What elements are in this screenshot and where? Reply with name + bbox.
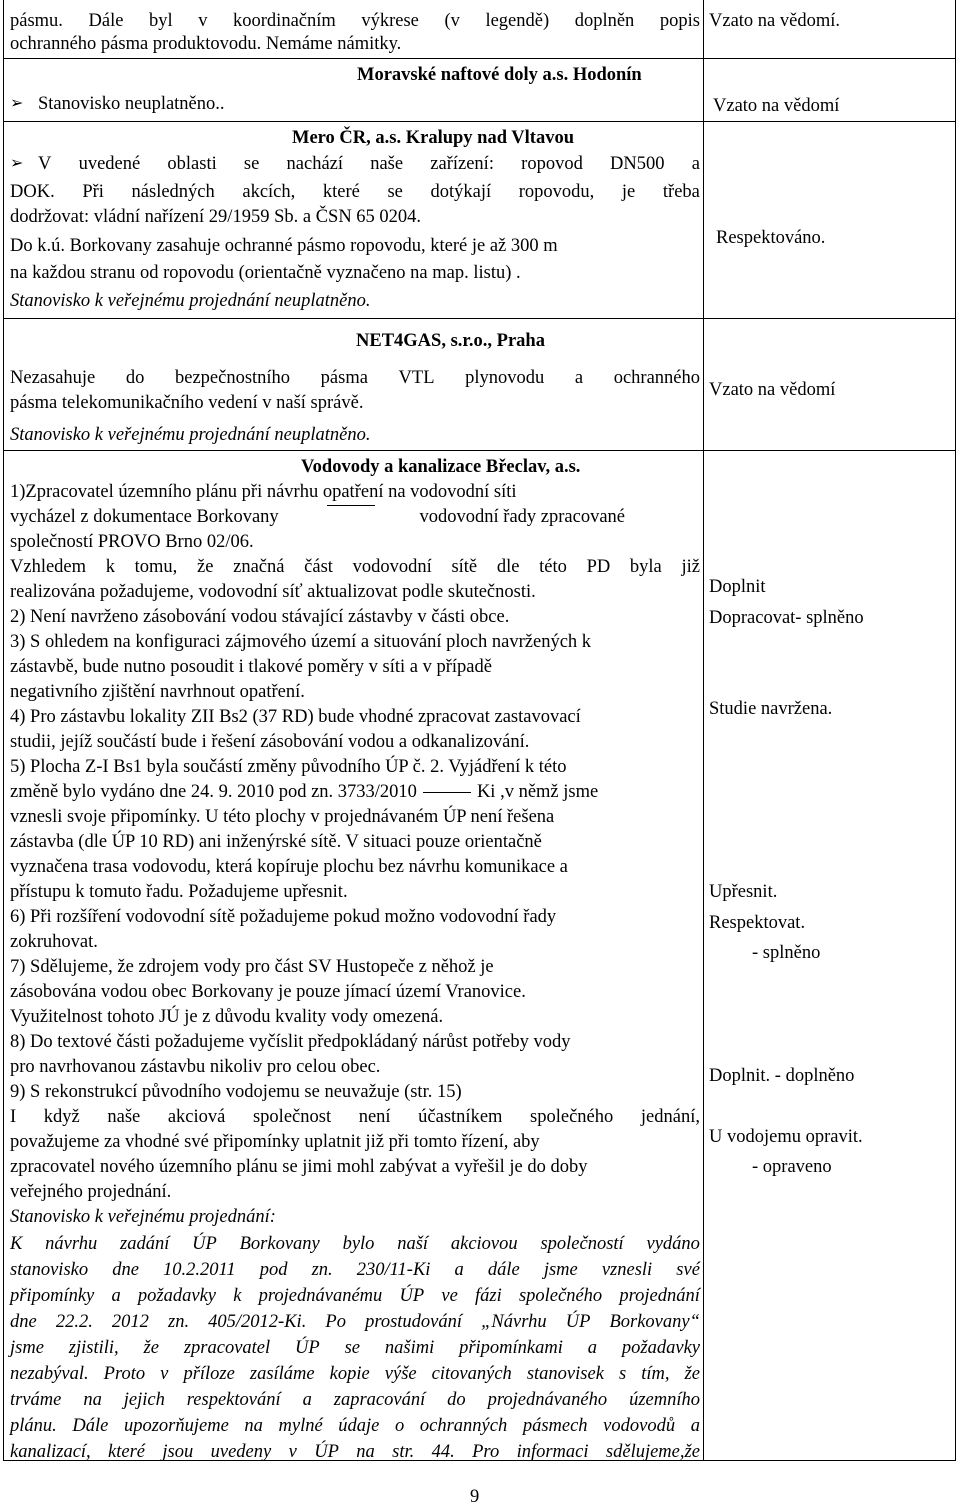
- response-text: - opraveno: [752, 1157, 832, 1177]
- paragraph-line: K návrhu zadání ÚP Borkovany bylo naší akciovou společností vydáno: [10, 1234, 700, 1254]
- paragraph-line: 9) S rekonstrukcí původního vodojemu se neuvažuje (str. 15): [10, 1082, 462, 1102]
- paragraph-line: 4) Pro zástavbu lokality ZII Bs2 (37 RD) bude vhodné zpracovat zastavovací: [10, 707, 581, 727]
- paragraph-line: Stanovisko k veřejnému projednání neuplatněno.: [10, 291, 371, 311]
- response-text: - splněno: [752, 943, 821, 963]
- paragraph-line: Využitelnost tohoto JÚ je z důvodu kvality vody omezená.: [10, 1007, 444, 1027]
- paragraph-line: společností PROVO Brno 02/06.: [10, 532, 254, 552]
- response-text: Doplnit: [709, 577, 766, 597]
- paragraph-line: pro navrhovanou zástavbu nikoliv pro celou obec.: [10, 1057, 381, 1077]
- paragraph-line: trváme na jejich respektování a zapracování do projednávaného územního: [10, 1390, 700, 1410]
- organization-heading: Moravské naftové doly a.s. Hodonín: [357, 65, 642, 85]
- response-text: U vodojemu opravit.: [709, 1127, 863, 1147]
- table-row-divider: [3, 58, 956, 59]
- paragraph-line: vyznačena trasa vodovodu, která kopíruje plochu bez návrhu komunikace a: [10, 857, 568, 877]
- paragraph-line: kanalizací, které jsou uvedeny v ÚP na str. 44. Pro informaci sdělujeme,že: [10, 1442, 700, 1462]
- paragraph-line: 2) Není navrženo zásobování vodou stávající zástavby v části obce.: [10, 607, 510, 627]
- dash-separator: [327, 505, 375, 529]
- paragraph-line: Stanovisko k veřejnému projednání neuplatněno.: [10, 425, 371, 445]
- paragraph-line: 8) Do textové části požadujeme vyčíslit předpokládaný nárůst potřeby vody: [10, 1032, 571, 1052]
- table-row-divider: [3, 318, 956, 319]
- organization-heading: NET4GAS, s.r.o., Praha: [356, 331, 545, 351]
- paragraph-line: dne 22.2. 2012 zn. 405/2012-Ki. Po prostudování „Návrhu ÚP Borkovany“: [10, 1312, 700, 1332]
- paragraph-line: vycházel z dokumentace Borkovany vodovodní řady zpracované: [10, 507, 625, 527]
- paragraph-line: 1)Zpracovatel územního plánu při návrhu opatření na vodovodní síti: [10, 482, 517, 502]
- response-text: Respektovat.: [709, 913, 806, 933]
- paragraph-line: na každou stranu od ropovodu (orientačně vyznačeno na map. listu) .: [10, 263, 521, 283]
- paragraph-line: zástavba (dle ÚP 10 RD) ani inženýrské sítě. V situaci pouze orientačně: [10, 832, 542, 852]
- paragraph-line: realizována požadujeme, vodovodní síť aktualizovat podle skutečnosti.: [10, 582, 536, 602]
- response-text: Vzato na vědomí: [709, 380, 836, 400]
- response-text: Studie navržena.: [709, 699, 833, 719]
- paragraph-line: 5) Plocha Z-I Bs1 byla součástí změny původního ÚP č. 2. Vyjádření k této: [10, 757, 567, 777]
- response-text: Upřesnit.: [709, 882, 778, 902]
- paragraph-line: Stanovisko k veřejnému projednání:: [10, 1207, 276, 1227]
- paragraph-line: Do k.ú. Borkovany zasahuje ochranné pásmo ropovodu, které je až 300 m: [10, 236, 558, 256]
- table-border-left: [3, 0, 4, 1460]
- response-text: Vzato na vědomí: [713, 96, 840, 116]
- paragraph-line: 3) S ohledem na konfiguraci zájmového území a situování ploch navržených k: [10, 632, 592, 652]
- paragraph-line: změně bylo vydáno dne 24. 9. 2010 pod zn. 3733/2010 Ki ,v němž jsme: [10, 782, 599, 802]
- paragraph-line: 6) Při rozšíření vodovodní sítě požadujeme pokud možno vodovodní řady: [10, 907, 557, 927]
- dash-separator: [423, 792, 471, 793]
- paragraph-line: Vzhledem k tomu, že značná část vodovodní sítě dle této PD byla již: [10, 557, 700, 577]
- table-border-right: [955, 0, 956, 1460]
- paragraph-line: pásma telekomunikačního vedení v naší správě.: [10, 393, 364, 413]
- response-text: Vzato na vědomí.: [709, 11, 840, 31]
- table-row-divider: [3, 450, 956, 451]
- paragraph-line: vznesli svoje připomínky. U této plochy v projednávaném ÚP není řešena: [10, 807, 555, 827]
- response-text: Dopracovat- splněno: [709, 608, 864, 628]
- organization-heading: Mero ČR, a.s. Kralupy nad Vltavou: [292, 128, 574, 148]
- paragraph-line: Nezasahuje do bezpečnostního pásma VTL plynovodu a ochranného: [10, 368, 700, 388]
- response-text: Doplnit. - doplněno: [709, 1066, 855, 1086]
- paragraph-line: zásobována vodou obec Borkovany je pouze jímací území Vranovice.: [10, 982, 526, 1002]
- paragraph-line: jsme zjistili, že zpracovatel ÚP se našimi připomínkami a požadavky: [10, 1338, 700, 1358]
- response-text: Respektováno.: [716, 228, 826, 248]
- paragraph-line: studii, jejíž součástí bude i řešení zásobování vodou a odkanalizování.: [10, 732, 530, 752]
- page-number: 9: [470, 1487, 480, 1507]
- paragraph-line: stanovisko dne 10.2.2011 pod zn. 230/11-Ki a dále jsme vznesli své: [10, 1260, 700, 1280]
- bullet-item: ➢ V uvedené oblasti se nachází naše zařízení: ropovod DN500 a: [38, 152, 700, 176]
- paragraph-line: zpracovatel nového územního plánu se jimi mohl zabývat a vyřešil je do doby: [10, 1157, 588, 1177]
- paragraph-line: nezabýval. Proto v příloze zasíláme kopie výše citovaných stanovisek s tím, že: [10, 1364, 700, 1384]
- table-row-divider: [3, 121, 956, 122]
- paragraph-line: ochranného pásma produktovodu. Nemáme námitky.: [10, 34, 402, 54]
- paragraph-line: 7) Sdělujeme, že zdrojem vody pro část SV Hustopeče z něhož je: [10, 957, 494, 977]
- paragraph-line: zástavbě, bude nutno posoudit i tlakové poměry v síti a v případě: [10, 657, 492, 677]
- paragraph-line: přístupu k tomuto řadu. Požadujeme upřesnit.: [10, 882, 348, 902]
- paragraph-line: připomínky a požadavky k projednávanému ÚP ve fázi společného projednání: [10, 1286, 700, 1306]
- paragraph-line: I když naše akciová společnost není účastníkem společného jednání,: [10, 1107, 700, 1127]
- table-border-middle: [703, 0, 704, 1460]
- paragraph-line: plánu. Dále upozorňujeme na mylné údaje o ochranných pásmech vodovodů a: [10, 1416, 700, 1436]
- paragraph-line: zokruhovat.: [10, 932, 98, 952]
- paragraph-line: pásmu. Dále byl v koordinačním výkrese (v legendě) doplněn popis: [10, 11, 700, 31]
- paragraph-line: považujeme za vhodné své připomínky uplatnit již při tomto řízení, aby: [10, 1132, 540, 1152]
- paragraph-line: veřejného projednání.: [10, 1182, 172, 1202]
- paragraph-line: negativního zjištění navrhnout opatření.: [10, 682, 305, 702]
- paragraph-line: dodržovat: vládní nařízení 29/1959 Sb. a ČSN 65 0204.: [10, 207, 422, 227]
- organization-heading: Vodovody a kanalizace Břeclav, a.s.: [301, 457, 581, 477]
- paragraph-line: DOK. Při následných akcích, které se dotýkají ropovodu, je třeba: [10, 182, 700, 202]
- bullet-item: ➢ Stanovisko neuplatněno..: [38, 92, 225, 116]
